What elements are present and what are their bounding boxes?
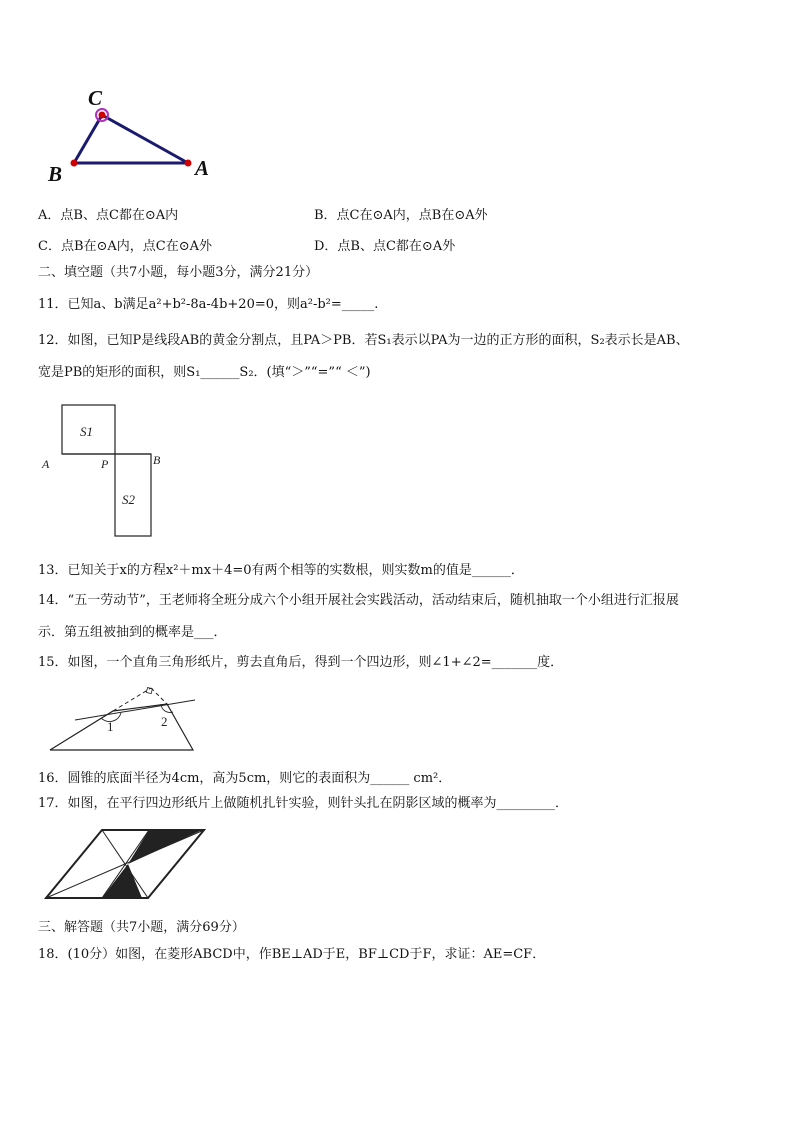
quadrilateral: [50, 704, 193, 750]
option-d: D．点B、点C都在⊙A外: [314, 239, 456, 254]
cut-line: [75, 700, 195, 720]
question-12-line2: 宽是PB的矩形的面积，则S₁______S₂．(填“＞”“=”“ ＜”): [38, 365, 371, 380]
section2-header: 二、填空题（共7小题，每小题3分，满分21分）: [38, 265, 319, 280]
label-c: C: [88, 86, 103, 110]
angle-1-label: 1: [107, 719, 114, 734]
question-14-line1: 14．“五一劳动节”，王老师将全班分成六个小组开展社会实践活动，活动结束后，随机抽取一个小组进行汇报展: [38, 593, 679, 608]
question-11: 11．已知a、b满足a²+b²-8a-4b+20=0，则a²-b²=_____.: [38, 297, 379, 312]
triangle-figure: [40, 84, 230, 186]
side-ca: [102, 115, 188, 163]
label-b: B: [48, 162, 63, 186]
golden-section-figure: [38, 400, 178, 542]
section3-header: 三、解答题（共7小题，满分69分）: [38, 920, 245, 935]
dashed-side-2: [151, 688, 167, 704]
dashed-side-1: [113, 688, 151, 711]
point-a: [185, 160, 192, 167]
cut-triangle-figure: [45, 680, 205, 755]
option-c: C．点B在⊙A内，点C在⊙A外: [38, 239, 213, 254]
angle-2-label: 2: [161, 714, 168, 729]
side-bc: [74, 115, 102, 163]
label-b: B: [153, 453, 161, 467]
label-p: P: [101, 457, 109, 471]
question-14-line2: 示．第五组被抽到的概率是___．: [38, 625, 227, 640]
option-a: A．点B、点C都在⊙A内: [38, 208, 179, 223]
question-16: 16．圆锥的底面半径为4cm，高为5cm，则它的表面积为______ cm²．: [38, 771, 452, 786]
question-18: 18．(10分）如图，在菱形ABCD中，作BE⊥AD于E，BF⊥CD于F，求证：AE=CF．: [38, 947, 546, 962]
label-s2: S2: [122, 492, 135, 507]
point-b: [71, 160, 78, 167]
question-15: 15．如图，一个直角三角形纸片，剪去直角后，得到一个四边形，则∠1+∠2=_______度．: [38, 655, 564, 670]
label-a: A: [195, 156, 210, 180]
question-17: 17．如图，在平行四边形纸片上做随机扎针实验，则针头扎在阴影区域的概率为_________．: [38, 796, 569, 811]
label-a: A: [42, 457, 50, 471]
label-s1: S1: [80, 424, 93, 439]
option-b: B．点C在⊙A内，点B在⊙A外: [314, 208, 488, 223]
point-c: [99, 112, 106, 119]
question-12-line1: 12．如图，已知P是线段AB的黄金分割点，且PA＞PB．若S₁表示以PA为一边的正方形的面积，S₂表示长是AB、: [38, 333, 689, 348]
question-13: 13．已知关于x的方程x²＋mx＋4=0有两个相等的实数根，则实数m的值是______．: [38, 563, 524, 578]
parallelogram-figure: [42, 826, 212, 902]
